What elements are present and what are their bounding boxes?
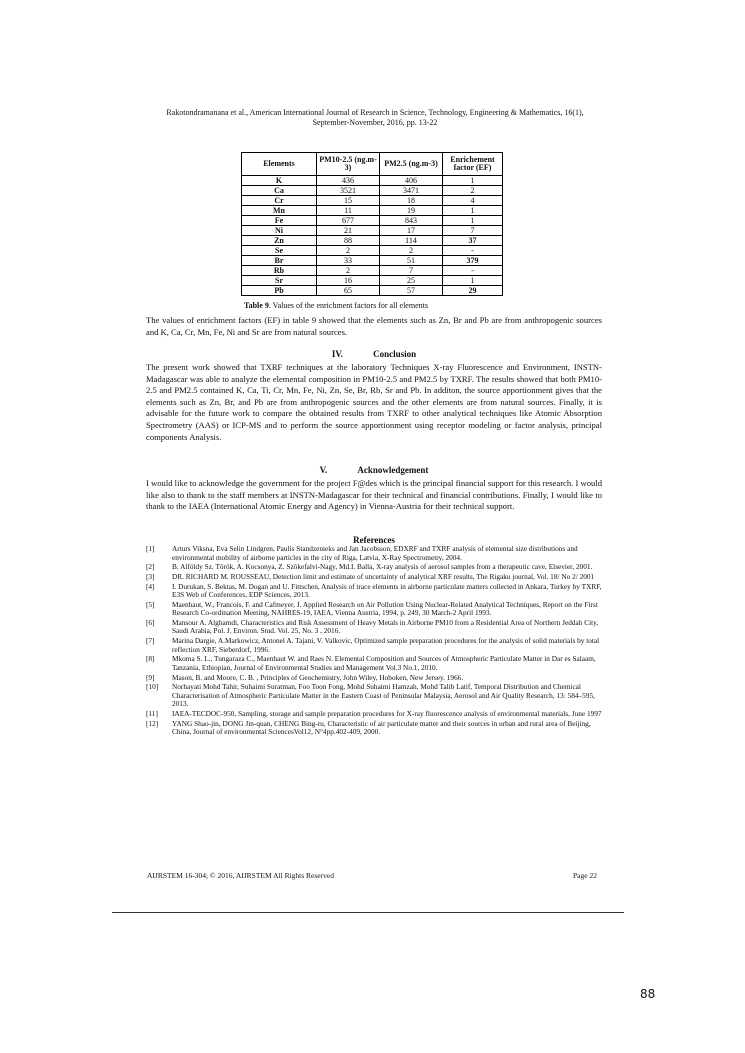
reference-text: Maenhaut, W., Francois, F. and Cafmeyer, J. Applied Research on Air Pollution Using Nuclear-Related Analytical Techniques, Report on the First Research Co-ordination Meeting, NAHRES-19, IAEA, Vienna Austria, 1994, p. 249, 30 March-2 April 1993. [172,599,598,618]
table-row [242,286,503,296]
reference-text: Mansour A. Alghamdi, Characteristics and Risk Assessment of Heavy Metals in Airborne PM10 from a Residential Area of Northern Jeddah City, Saudi Arabia, Pol. J. Environ. Stud. Vol. 25, No. 3 , 2016. [172,617,599,636]
cell-element: Mn [242,206,317,216]
cell-ef: 29 [443,286,503,296]
reference-item [146,619,602,636]
table-row [242,226,503,236]
reference-text: DR. RICHARD M. ROUSSEAU, Detection limit and estimate of uncertainty of analytical XRF results, The Rigaku journal, Vol. 18/ No 2/ 2001 [172,571,595,581]
enrichment-factor-table [241,152,503,296]
cell-pm10: 677 [317,216,380,226]
cell-element: Se [242,246,317,256]
col-header-pm10: PM10-2.5 (ng.m-3) [317,153,380,176]
cell-pm25: 3471 [380,186,443,196]
cell-pm25: 51 [380,256,443,266]
table-caption-text: . Values of the enrichment factors for all elements [268,301,428,310]
reference-number: [5] [146,599,155,609]
table-row [242,256,503,266]
cell-pm10: 11 [317,206,380,216]
reference-item [146,583,602,600]
references-heading: References [353,535,395,545]
cell-pm10: 3521 [317,186,380,196]
reference-item [146,683,602,709]
reference-text: Arturs Viksna, Eva Selin Lindgren, Paulis Standzenieks and Jan Jacobsson, EDXRF and TXRF analysis of elemental size distributions and environmental mobility of airborne particles in the city of Riga, Latvia, X-Ray Spectrometry, 2004. [172,544,578,562]
conclusion-title: Conclusion [373,349,417,359]
reference-text: Marina Dargie, A.Markowicz, Antonel A. Tajani, V. Valkovic, Optimized sample preparation procedures for the analysis of solid materials by total reflection XRF, Sieberdorf, 1996. [172,636,600,654]
reference-text: Mkoma S. L., Tungaraza C., Maenhaut W. and Raes N. Elemental Composition and Sources of Atmospheric Particulate Matter in Dar es Salaam, Tanzania, Ethiopian, Journal of Environmental Studies and Management Vol.3 No.1, 2010. [172,654,596,672]
reference-text: Mason, B. and Moore, C. B. , Principles of Geochemistry, John Wiley, Hoboken, New Jersey. 1966. [172,672,464,682]
cell-pm25: 7 [380,266,443,276]
cell-pm25: 25 [380,276,443,286]
reference-text: B. Alföldy Sz. Török, A. Kocsonya, Z. Szökefalvi-Nagy, Md.I. Balla, X-ray analysis of aerosol samples from a therapeutic cave, Elsevier, 2001. [172,562,593,572]
cell-pm25: 843 [380,216,443,226]
cell-pm25: 19 [380,206,443,216]
reference-number: [3] [146,571,155,581]
cell-pm25: 406 [380,176,443,186]
reference-number: [12] [146,718,159,728]
reference-number: [6] [146,617,155,627]
table-row [242,176,503,186]
cell-element: Zn [242,236,317,246]
reference-text: I. Durukan, S. Bektas, M. Dogan and U. Fittschen, Analysis of trace elements in airborne particulate matters collected in Ankara, Turkey by TXRF, E3S Web of Conferences, EDP Sciences, 2013. [172,581,602,600]
cell-ef: 37 [443,236,503,246]
col-header-pm25: PM2.5 (ng.m-3) [380,153,443,176]
reference-item [146,545,602,562]
cell-pm25: 57 [380,286,443,296]
cell-pm25: 114 [380,236,443,246]
cell-ef: 1 [443,276,503,286]
cell-ef: 1 [443,176,503,186]
col-header-ef: Enrichement factor (EF) [443,153,503,176]
cell-pm25: 18 [380,196,443,206]
running-header-citation: Rakotondramanana et al., American International Journal of Research in Science, Technology, Engineering & Mathematics, 16(1), [166,108,584,117]
table-row [242,276,503,286]
cell-pm10: 65 [317,286,380,296]
cell-element: K [242,176,317,186]
cell-ef: 4 [443,196,503,206]
reference-text: YANG Shao-jin, DONG Jin-quan, CHENG Bing-ru, Characteristic of air particulate matter and their sources in urban and rural area of Beijing, China, Journal of environmental SciencesVol12, N°4pp.402-409, 2000. [172,718,591,737]
table-row [242,196,503,206]
reference-item [146,563,602,572]
reference-number: [10] [146,682,159,692]
cell-pm25: 17 [380,226,443,236]
table-caption-label: Table 9 [244,301,269,310]
reference-number: [7] [146,636,155,646]
cell-ef: - [443,246,503,256]
ef-paragraph: The values of enrichment factors (EF) in table 9 showed that the elements such as Zn, Br and Pb are from anthropogenic sources and K, Ca, Cr, Mn, Fe, Ni and Sr are from natural sources. [146,315,602,337]
running-header-issue: September-November, 2016, pp. 13-22 [312,118,438,127]
footer-copyright: AIJRSTEM 16-304; © 2016, AIJRSTEM All Rights Reserved [147,871,334,880]
cell-element: Br [242,256,317,266]
cell-ef: 2 [443,186,503,196]
reference-item [146,674,602,683]
table-header-row [242,153,503,176]
reference-number: [4] [146,581,155,591]
cell-pm25: 2 [380,246,443,256]
page-number: 88 [640,987,656,1001]
table-caption [244,301,428,310]
footer-divider [112,912,624,913]
table-row [242,246,503,256]
cell-pm10: 33 [317,256,380,266]
cell-pm10: 436 [317,176,380,186]
cell-pm10: 2 [317,266,380,276]
table-row [242,266,503,276]
reference-number: [9] [146,672,155,682]
cell-element: Ca [242,186,317,196]
cell-ef: 379 [443,256,503,266]
table-row [242,186,503,196]
acknowledgement-number: V. [319,465,328,475]
col-header-elements: Elements [242,153,317,176]
reference-item [146,720,602,737]
cell-ef: 1 [443,206,503,216]
cell-pm10: 16 [317,276,380,286]
cell-element: Fe [242,216,317,226]
footer-page: Page 22 [573,871,597,880]
acknowledgement-title: Acknowledgement [357,465,429,475]
references-list [146,545,602,738]
reference-item [146,655,602,672]
cell-element: Ni [242,226,317,236]
reference-number: [2] [146,562,155,572]
cell-ef: - [443,266,503,276]
cell-ef: 1 [443,216,503,226]
table-row [242,216,503,226]
cell-element: Pb [242,286,317,296]
cell-element: Cr [242,196,317,206]
reference-text: Norhayati Mohd Tahir, Suhaimi Suratman, Foo Toon Fong, Mohd Suhaimi Hamzah, Mohd Talib Latif, Temporal Distribution and Chemical Characterisation of Atmospheric Particulate Matter in the Eastern Coast of Peninsular Malaysia, Aerosol and Air Quality Research, 13: 584–595, 2013. [172,682,595,709]
cell-pm10: 15 [317,196,380,206]
reference-item [146,573,602,582]
cell-element: Rb [242,266,317,276]
reference-item [146,710,602,719]
reference-item [146,637,602,654]
reference-number: [11] [146,708,158,718]
cell-pm10: 88 [317,236,380,246]
conclusion-paragraph: The present work showed that TXRF techniques at the laboratory Techniques X-ray Fluorescence and Environment, INSTN-Madagascar was able to analyze the elemental composition in PM10-2.5 and PM2.5 by TXRF. The results showed that both PM10-2.5 and PM2.5 contained K, Ca, Ti, Cr, Mn, Fe, Ni, Zn, Se, Br, Rb, Sr and Pb. In additon, the source apportionment gives that the elements such as Zn, Br, and Pb are from anthropogenic sources and the other elements are from natural sources. Finally, it is advisable for the future work to compare the obtained results from TXRF to other analytical techniques like Atomic Absorption Spectrometry (AAS) or ICP-MS and to perform the source apportionment using receptor modeling or factor analysis, principal components Analysis. [146,362,602,442]
table-row [242,236,503,246]
acknowledgement-paragraph: I would like to acknowledge the government for the project F@des which is the principal financial support for this research. I would like also to thank to the staff members at INSTN-Madagascar for their technical and financial contributions. Finally, I would like to thank to the IAEA (International Atomic Energy and Agency) in Vienna-Austria for their technical support. [146,478,602,512]
cell-pm10: 21 [317,226,380,236]
cell-element: Sr [242,276,317,286]
reference-text: IAEA-TECDOC-950, Sampling, storage and sample preparation procedures for X-ray fluorescence analysis of environmental materials, June 1997 [172,708,602,718]
section-heading-acknowledgement [146,465,602,475]
reference-number: [1] [146,544,155,553]
reference-number: [8] [146,654,155,664]
cell-ef: 7 [443,226,503,236]
section-heading-conclusion [146,349,602,359]
conclusion-number: IV. [331,349,343,359]
cell-pm10: 2 [317,246,380,256]
table-row [242,206,503,216]
reference-item [146,601,602,618]
